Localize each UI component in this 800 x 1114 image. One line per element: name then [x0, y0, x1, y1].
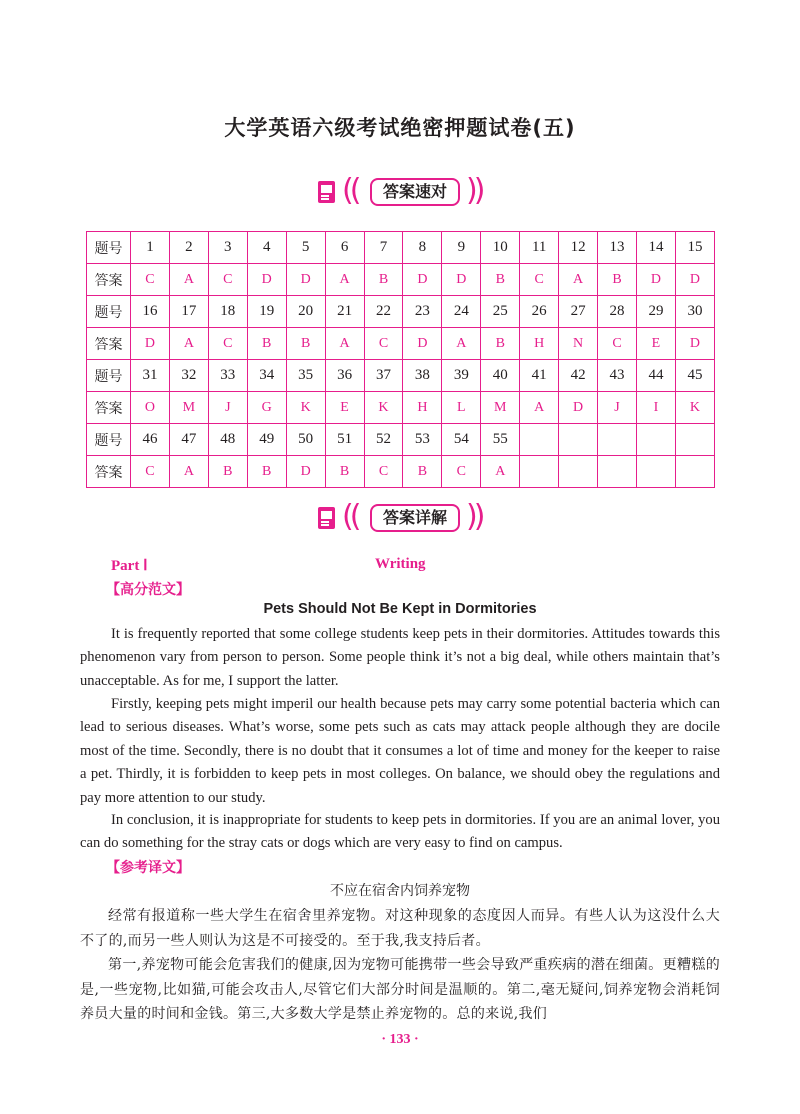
answer-cell: B — [403, 456, 442, 488]
row-label-number: 题号 — [87, 296, 131, 328]
answer-cell: B — [481, 328, 520, 360]
answer-cell: A — [520, 392, 559, 424]
answer-cell: B — [364, 264, 403, 296]
question-number-cell: 42 — [559, 360, 598, 392]
answer-cell: C — [208, 264, 247, 296]
question-number-cell: 19 — [247, 296, 286, 328]
question-number-cell: 37 — [364, 360, 403, 392]
question-number-cell: 1 — [131, 232, 170, 264]
question-number-cell — [559, 424, 598, 456]
question-number-cell: 41 — [520, 360, 559, 392]
question-number-cell: 14 — [636, 232, 675, 264]
answer-cell: A — [325, 264, 364, 296]
answer-cell: I — [636, 392, 675, 424]
question-number-cell: 34 — [247, 360, 286, 392]
right-bracket-decoration: )) — [466, 499, 482, 534]
question-number-cell: 51 — [325, 424, 364, 456]
quick-answers-heading — [318, 173, 488, 210]
answer-cell: C — [598, 328, 637, 360]
answer-cell: B — [286, 328, 325, 360]
left-bracket-decoration: (( — [342, 499, 358, 534]
answer-cell: C — [520, 264, 559, 296]
question-number-cell: 17 — [169, 296, 208, 328]
answer-cell — [675, 456, 714, 488]
question-number-cell: 35 — [286, 360, 325, 392]
answer-cell: J — [598, 392, 637, 424]
answer-row — [87, 456, 715, 488]
document-title: 大学英语六级考试绝密押题试卷(五) — [224, 116, 576, 140]
answer-cell: A — [442, 328, 481, 360]
row-label-number: 题号 — [87, 232, 131, 264]
answer-cell: E — [325, 392, 364, 424]
answer-cell: A — [325, 328, 364, 360]
answer-cell: B — [247, 456, 286, 488]
question-number-cell: 7 — [364, 232, 403, 264]
question-number-cell: 31 — [131, 360, 170, 392]
question-number-cell: 30 — [675, 296, 714, 328]
answer-cell: D — [247, 264, 286, 296]
question-number-cell: 33 — [208, 360, 247, 392]
answer-cell: A — [169, 328, 208, 360]
part-name: Writing — [375, 556, 426, 572]
answer-cell: B — [247, 328, 286, 360]
document-icon — [318, 181, 335, 203]
answer-cell: D — [636, 264, 675, 296]
question-number-cell: 25 — [481, 296, 520, 328]
answer-cell: C — [131, 264, 170, 296]
question-number-row — [87, 296, 715, 328]
answer-cell — [559, 456, 598, 488]
answer-cell — [520, 456, 559, 488]
question-number-cell: 16 — [131, 296, 170, 328]
question-number-cell: 48 — [208, 424, 247, 456]
answer-row — [87, 392, 715, 424]
essay-paragraph: In conclusion, it is inappropriate for students to keep pets in dormitories. If you are an animal lover, you can do something for the stray cats or dogs which are very easy to find on campus. — [80, 812, 720, 852]
answer-cell: D — [675, 264, 714, 296]
answer-cell: C — [208, 328, 247, 360]
question-number-cell: 52 — [364, 424, 403, 456]
question-number-cell: 32 — [169, 360, 208, 392]
answer-cell: A — [481, 456, 520, 488]
essay-title: Pets Should Not Be Kept in Dormitories — [263, 601, 537, 617]
question-number-cell: 9 — [442, 232, 481, 264]
answer-cell: D — [442, 264, 481, 296]
answer-cell — [598, 456, 637, 488]
answer-cell: D — [131, 328, 170, 360]
row-label-answer: 答案 — [87, 328, 131, 360]
answer-cell: A — [169, 264, 208, 296]
question-number-cell: 29 — [636, 296, 675, 328]
question-number-cell: 12 — [559, 232, 598, 264]
question-number-cell: 4 — [247, 232, 286, 264]
question-number-cell — [598, 424, 637, 456]
answer-cell: G — [247, 392, 286, 424]
answer-row — [87, 264, 715, 296]
answer-cell: D — [403, 264, 442, 296]
answer-cell: E — [636, 328, 675, 360]
question-number-cell: 28 — [598, 296, 637, 328]
question-number-cell: 20 — [286, 296, 325, 328]
question-number-cell: 11 — [520, 232, 559, 264]
question-number-cell: 6 — [325, 232, 364, 264]
answer-cell: B — [598, 264, 637, 296]
row-label-number: 题号 — [87, 360, 131, 392]
question-number-cell: 53 — [403, 424, 442, 456]
answer-cell: M — [481, 392, 520, 424]
question-number-cell — [675, 424, 714, 456]
answer-cell: B — [208, 456, 247, 488]
question-number-cell: 40 — [481, 360, 520, 392]
answer-cell: C — [364, 328, 403, 360]
question-number-row — [87, 360, 715, 392]
question-number-row — [87, 232, 715, 264]
answer-cell: D — [403, 328, 442, 360]
quick-answers-label: 答案速对 — [370, 178, 460, 206]
answer-cell: D — [675, 328, 714, 360]
translation-tag: 【参考译文】 — [106, 860, 190, 876]
question-number-cell: 50 — [286, 424, 325, 456]
question-number-cell: 55 — [481, 424, 520, 456]
question-number-cell: 54 — [442, 424, 481, 456]
answer-cell: N — [559, 328, 598, 360]
question-number-cell: 47 — [169, 424, 208, 456]
question-number-cell: 49 — [247, 424, 286, 456]
question-number-cell: 39 — [442, 360, 481, 392]
question-number-cell: 5 — [286, 232, 325, 264]
answer-cell: O — [131, 392, 170, 424]
right-bracket-decoration: )) — [466, 173, 482, 208]
question-number-cell: 23 — [403, 296, 442, 328]
question-number-cell: 38 — [403, 360, 442, 392]
question-number-cell: 3 — [208, 232, 247, 264]
answer-cell: J — [208, 392, 247, 424]
row-label-answer: 答案 — [87, 392, 131, 424]
row-label-answer: 答案 — [87, 456, 131, 488]
document-icon — [318, 507, 335, 529]
answer-table — [86, 231, 715, 488]
question-number-cell — [636, 424, 675, 456]
question-number-cell: 10 — [481, 232, 520, 264]
question-number-cell: 46 — [131, 424, 170, 456]
question-number-cell: 13 — [598, 232, 637, 264]
answer-cell: H — [403, 392, 442, 424]
translation-paragraph: 经常有报道称一些大学生在宿舍里养宠物。对这种现象的态度因人而异。有些人认为这没什么大不了的,而另一些人则认为这是不可接受的。至于我,我支持后者。 — [80, 908, 720, 949]
essay-paragraph: It is frequently reported that some college students keep pets in their dormitories. Attitudes towards this phenomenon vary from person to person. Some people think it’s not a big deal, while others maintain that’s unacceptable. As for me, I support the latter. — [80, 626, 720, 689]
detail-label: 答案详解 — [370, 504, 460, 532]
answer-cell: A — [169, 456, 208, 488]
answer-cell: C — [442, 456, 481, 488]
question-number-cell: 21 — [325, 296, 364, 328]
answer-cell: K — [286, 392, 325, 424]
answer-cell: B — [325, 456, 364, 488]
question-number-cell: 36 — [325, 360, 364, 392]
row-label-answer: 答案 — [87, 264, 131, 296]
answer-cell — [636, 456, 675, 488]
answer-cell: D — [286, 456, 325, 488]
question-number-cell: 27 — [559, 296, 598, 328]
question-number-cell: 24 — [442, 296, 481, 328]
question-number-cell: 43 — [598, 360, 637, 392]
answer-cell: H — [520, 328, 559, 360]
part-number: Part Ⅰ — [111, 558, 148, 574]
question-number-cell: 26 — [520, 296, 559, 328]
question-number-cell: 45 — [675, 360, 714, 392]
answer-cell: D — [286, 264, 325, 296]
question-number-cell: 44 — [636, 360, 675, 392]
answer-cell: A — [559, 264, 598, 296]
answer-cell: L — [442, 392, 481, 424]
question-number-cell: 22 — [364, 296, 403, 328]
question-number-cell: 2 — [169, 232, 208, 264]
left-bracket-decoration: (( — [342, 173, 358, 208]
translation-title: 不应在宿舍内饲养宠物 — [330, 883, 470, 899]
answer-cell: C — [131, 456, 170, 488]
model-essay-tag: 【高分范文】 — [106, 582, 190, 598]
answer-cell: M — [169, 392, 208, 424]
answer-row — [87, 328, 715, 360]
answer-cell: B — [481, 264, 520, 296]
page-number: · 133 · — [381, 1032, 419, 1047]
question-number-cell — [520, 424, 559, 456]
answer-cell: K — [675, 392, 714, 424]
question-number-cell: 18 — [208, 296, 247, 328]
question-number-row — [87, 424, 715, 456]
translation-paragraph: 第一,养宠物可能会危害我们的健康,因为宠物可能携带一些会导致严重疾病的潜在细菌。更糟糕的是,一些宠物,比如猫,可能会攻击人,尽管它们大部分时间是温顺的。第二,毫无疑问,饲养宠物会消耗饲养员大量的时间和金钱。第三,大多数大学是禁止养宠物的。总的来说,我们 — [80, 957, 720, 1022]
answer-cell: D — [559, 392, 598, 424]
question-number-cell: 15 — [675, 232, 714, 264]
row-label-number: 题号 — [87, 424, 131, 456]
essay-paragraph: Firstly, keeping pets might imperil our health because pets may carry some potential bacteria which can lead to serious diseases. What’s worse, some pets such as cats may attack people although they are docile most of the time. Secondly, there is no doubt that it consumes a lot of time and money for the keeper to raise a pet. Thirdly, it is forbidden to keep pets in most colleges. On balance, we should obey the regulations and pay more attention to our study. — [80, 696, 720, 806]
answer-cell: K — [364, 392, 403, 424]
detail-heading — [318, 499, 488, 536]
question-number-cell: 8 — [403, 232, 442, 264]
answer-cell: C — [364, 456, 403, 488]
